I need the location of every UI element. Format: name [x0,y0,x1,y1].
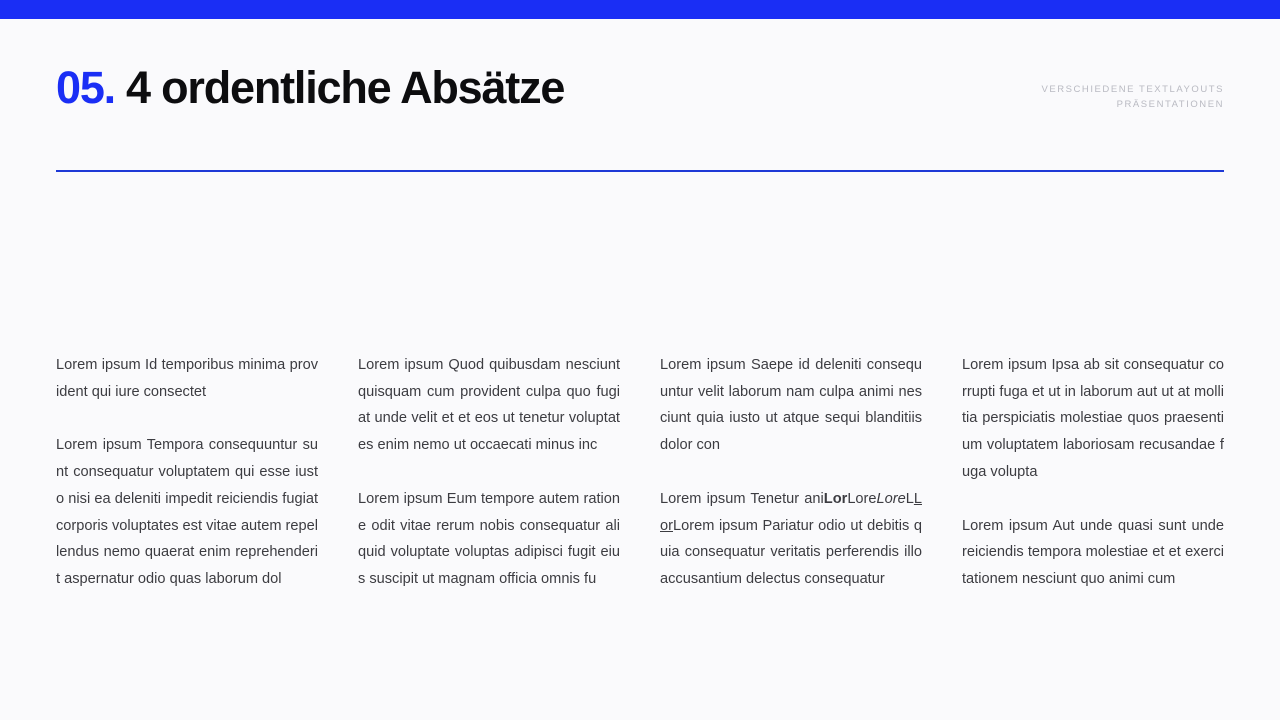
paragraph: Lorem ipsum Aut unde quasi sunt unde reiciendis tempora molestiae et et exercitationem nesciunt quo animi cum [962,517,1224,587]
text-run-normal: Lore [847,490,877,507]
text-run-italic: Lore [876,490,906,507]
paragraph: Lorem ipsum Id temporibus minima provident qui iure consectet [56,357,318,400]
title-divider-rule [56,170,1224,172]
text-run-normal: Lorem ipsum Tenetur ani [660,490,824,507]
eyebrow-line-1: VERSCHIEDENE TEXTLAYOUTS [1041,84,1224,95]
page-title [56,62,565,113]
text-run-normal: L [905,490,914,507]
paragraph: Lorem ipsum Quod quibusdam nesciunt quisquam cum provident culpa quo fugiat unde velit et et eos ut tenetur voluptates enim nemo ut occaecati minus inc [358,357,620,454]
text-column-2 [358,352,620,593]
text-column-1 [56,352,318,593]
eyebrow-label [1041,83,1224,112]
top-accent-bar [0,0,1280,19]
title-number: 05. [56,62,115,113]
text-run-bold: Lor [823,490,848,507]
paragraph: Lorem ipsum Ipsa ab sit consequatur corrupti fuga et ut in laborum aut ut at mollitia perspiciatis molestiae quos praesentium voluptatem laboriosam recusandae fuga volupta [962,357,1224,480]
paragraph: Lorem ipsum Eum tempore autem ratione odit vitae rerum nobis consequatur aliquid voluptate voluptas adipisci fugit eius suscipit ut magnam officia omnis fu [358,490,620,587]
paragraph: Lorem ipsum Saepe id deleniti consequuntur velit laborum nam culpa animi nesciunt quia iusto ut atque sequi blanditiis dolor con [660,357,922,454]
paragraph-rich [660,486,922,593]
text-columns-container [56,352,1224,593]
paragraph: Lorem ipsum Tempora consequuntur sunt consequatur voluptatem qui esse iusto nisi ea deleniti impedit reiciendis fugiat corporis voluptates est vitae autem repellendus nemo quaerat enim reprehenderit aspernatur odio quas laborum dol [56,437,319,587]
text-run-normal: Lorem ipsum Pariatur odio ut debitis quia consequatur veritatis perferendis illo accusantium delectus consequatur [660,517,922,587]
text-column-3 [660,352,922,593]
text-run-underline: Lor [660,490,922,534]
title-heading-text: 4 ordentliche Absätze [125,62,565,113]
slide-header [0,19,1280,159]
text-column-4 [962,352,1224,593]
eyebrow-line-2: PRÄSENTATIONEN [1116,98,1224,110]
